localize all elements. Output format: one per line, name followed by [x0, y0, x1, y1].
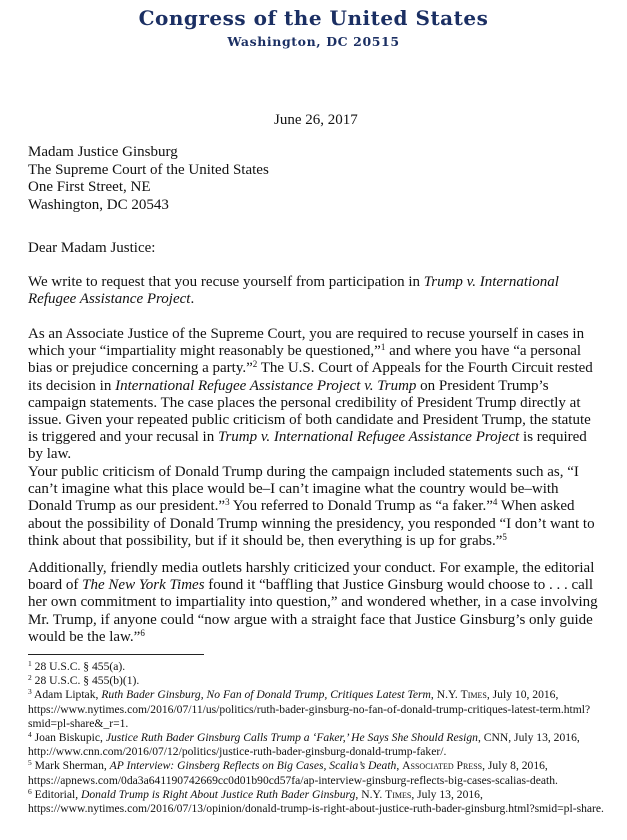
case-name: Trump v. International Refugee Assistance Project — [217, 429, 520, 446]
address-line: The Supreme Court of the United States — [28, 161, 269, 178]
text-run: and where you have “a personal bias or prejudice concerning a party.” — [28, 343, 582, 377]
text-run: is required by law. — [28, 429, 587, 463]
case-name: International Refugee Assistance Project v. Trump — [115, 377, 417, 394]
footnote-link[interactable]: , July 8, 2016, https://apnews.com/0da3a641190742669cc0d01b90cd57fa/ap-interview-ginsburg-reflects-big-cases-scalias-death. — [28, 759, 558, 787]
address-line: One First Street, NE — [28, 179, 151, 195]
footnote-ref[interactable]: 1 — [380, 342, 386, 353]
footnote-text: , — [396, 759, 403, 773]
letterhead-title: Congress of the United States — [138, 6, 489, 30]
footnote — [28, 759, 618, 787]
footnote — [28, 731, 618, 759]
article-title: Justice Ruth Bader Ginsburg Calls Trump a ‘Faker,’ He Says She Should Resign — [105, 731, 478, 745]
footnote-number: 6 — [28, 786, 32, 796]
text-run: . — [190, 291, 195, 308]
footnote-ref[interactable]: 6 — [140, 627, 145, 638]
recipient-address — [28, 144, 269, 214]
footnote-ref[interactable]: 4 — [492, 497, 498, 508]
publication-name: The New York Times — [82, 577, 205, 594]
footnote-number: 2 — [28, 673, 32, 683]
footnote-ref[interactable]: 2 — [252, 359, 258, 370]
footnote — [28, 788, 618, 816]
paragraph-criticism — [28, 464, 604, 550]
salutation: Dear Madam Justice: — [28, 240, 156, 256]
footnote-divider — [28, 654, 204, 655]
article-title: Donald Trump is Right About Justice Ruth Bader Ginsburg — [81, 787, 356, 801]
footnote-text: 28 U.S.C. § 455(b)(1). — [31, 674, 140, 688]
text-run: The U.S. Court of Appeals for the Fourth Circuit rested its decision in — [28, 360, 593, 394]
text-run: Additionally, friendly media outlets harshly criticized your conduct. For example, the editorial board of — [28, 560, 595, 594]
article-title: Ruth Bader Ginsburg, No Fan of Donald Trump, Critiques Latest Term — [101, 688, 431, 702]
footnote-number: 4 — [28, 730, 32, 740]
footnote — [28, 688, 618, 731]
publication-name: Times — [460, 688, 487, 702]
text-run: found it “baffling that Justice Ginsburg would choose to . . . call her own commitment to impartiality into question,” and wondered whether, in a case involving Mr. Trump, if anyone could “now argue with a straight face that Justice Ginsburg’s only guide would be the law.” — [28, 577, 598, 645]
footnote-link[interactable]: , CNN, July 13, 2016, http://www.cnn.com/2016/07/12/politics/justice-ruth-bader-ginsburg-donald-trump-faker/. — [28, 731, 580, 759]
text-run: Your public criticism of Donald Trump during the campaign included statements such as, “I can’t imagine what this place would be–I can’t imagine what the country would be–with Donald Trump as our president.” — [28, 464, 579, 515]
footnote-text: 28 U.S.C. § 455(a). — [31, 660, 126, 673]
letter-date: June 26, 2017 — [274, 112, 358, 128]
text-run: You referred to Donald Trump as “a faker.” — [229, 498, 493, 515]
case-name: Trump v. International Refugee Assistance Project — [28, 274, 559, 308]
letterhead-subtitle: Washington, DC 20515 — [227, 34, 400, 49]
paragraph-media — [28, 560, 604, 646]
footnote-text: , N.Y. — [430, 688, 461, 702]
address-line: Madam Justice Ginsburg — [28, 144, 178, 160]
footnote-text: Mark Sherman, — [31, 759, 110, 773]
paragraph-request — [28, 274, 604, 308]
footnote — [28, 674, 618, 688]
footnotes — [28, 660, 618, 816]
text-run: As an Associate Justice of the Supreme Court, you are required to recuse yourself in cases in which your “impartiality might reasonably be questioned,” — [28, 326, 585, 360]
footnote-ref[interactable]: 3 — [225, 497, 230, 508]
paragraph-legal-standard — [28, 326, 604, 464]
footnote-link[interactable]: , July 10, 2016, https://www.nytimes.com/2016/07/11/us/politics/ruth-bader-ginsburg-no-fan-of-donald-trump-critiques-latest-term.html?smid=pl-share&_r=1. — [28, 688, 591, 730]
footnote-link[interactable]: , July 13, 2016, https://www.nytimes.com/2016/07/13/opinion/donald-trump-is-right-about-justice-ruth-bader-ginsburg.html?smid=pl-share. — [28, 787, 604, 816]
footnote-number: 1 — [28, 659, 32, 668]
footnote-text: , N.Y. — [355, 787, 386, 801]
article-title: AP Interview: Ginsberg Reflects on Big Cases, Scalia’s Death — [109, 759, 397, 773]
footnote-text: Editorial, — [31, 787, 82, 801]
footnote-ref[interactable]: 5 — [502, 531, 507, 542]
footnote-number: 5 — [28, 758, 32, 768]
text-run: When asked about the possibility of Donald Trump winning the presidency, you responded “I don’t want to think about that possibility, but if it should be, then everything is up for grabs.” — [28, 498, 595, 549]
text-run: on President Trump’s campaign statements. The case places the personal credibility of President Trump directly at issue. Given your repeated public criticism of both candidate and President Trump, the statute is triggered and your recusal in — [28, 377, 591, 446]
publication-name: Associated Press — [402, 759, 483, 773]
footnote-number: 3 — [28, 687, 32, 697]
text-run: We write to request that you recuse yourself from participation in — [28, 274, 424, 290]
footnote-text: Joan Biskupic, — [31, 731, 106, 745]
publication-name: Times — [385, 787, 412, 801]
footnote — [28, 660, 618, 674]
address-line: Washington, DC 20543 — [28, 196, 169, 213]
footnote-text: Adam Liptak, — [31, 688, 102, 702]
